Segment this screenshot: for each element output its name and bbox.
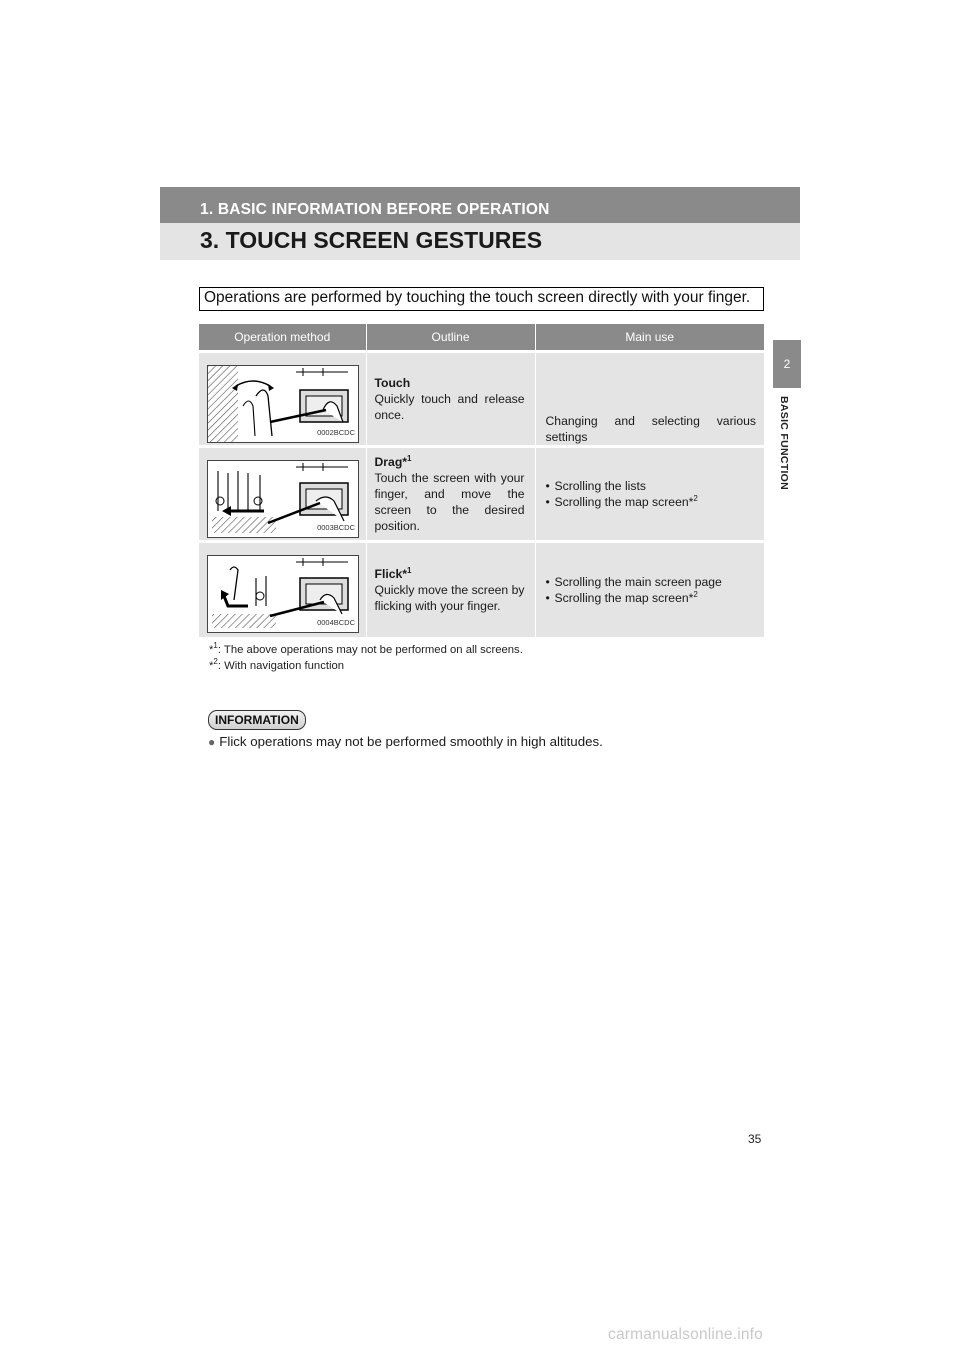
chapter-tab-number: 2 xyxy=(783,357,791,371)
gesture-name: Flick*$^1$ xyxy=(374,565,412,581)
column-header-outline: Outline xyxy=(366,324,535,352)
outline-cell xyxy=(366,352,535,447)
figure-cell xyxy=(199,352,366,447)
list-item: • Scrolling the map screen*$^2$ xyxy=(546,590,757,606)
drag-gesture-illustration xyxy=(207,460,359,538)
chapter-tab xyxy=(773,340,801,388)
bullet-circle-icon: ● xyxy=(208,735,216,749)
column-header-main-use: Main use xyxy=(535,324,764,352)
table-row-drag xyxy=(199,447,764,542)
gesture-name: Touch xyxy=(374,376,411,390)
figure-code: 0002BCDC xyxy=(317,428,355,437)
intro-text: Operations are performed by touching the touch screen directly with your finger. xyxy=(204,289,751,306)
section-header-bar xyxy=(160,187,800,223)
list-item: • Scrolling the map screen*$^2$ xyxy=(546,494,757,510)
outline-cell xyxy=(366,542,535,637)
chapter-header-bar xyxy=(160,223,800,260)
footnote-1: *$^1$: The above operations may not be performed on all screens. xyxy=(209,641,523,656)
column-header-operation-method: Operation method xyxy=(199,324,366,352)
list-item: • Scrolling the lists xyxy=(546,478,757,494)
main-use-cell xyxy=(535,352,764,447)
figure-cell xyxy=(199,542,366,637)
main-use-cell xyxy=(535,447,764,542)
gesture-description: Quickly touch and release once. xyxy=(374,392,525,422)
information-badge: INFORMATION xyxy=(208,710,306,730)
chapter-title: 3. TOUCH SCREEN GESTURES xyxy=(200,227,543,253)
footnote-2: *$^2$: With navigation function xyxy=(209,657,345,672)
watermark-text: carmanualsonline.info xyxy=(608,1326,763,1343)
intro-box xyxy=(199,287,764,311)
chapter-tab-label: BASIC FUNCTION xyxy=(778,396,790,491)
information-item: ● Flick operations may not be performed smoothly in high altitudes. xyxy=(208,734,603,749)
section-title: 1. BASIC INFORMATION BEFORE OPERATION xyxy=(200,201,550,218)
figure-cell xyxy=(199,447,366,542)
gesture-name: Drag*$^1$ xyxy=(374,453,412,469)
table-header-row xyxy=(199,324,764,352)
main-use-list xyxy=(546,478,757,510)
table-row-touch xyxy=(199,352,764,447)
gesture-description: Touch the screen with your finger, and move the screen to the desired position. xyxy=(374,471,525,533)
main-use-text: Changing and selecting various settings xyxy=(545,414,756,444)
list-item: • Scrolling the main screen page xyxy=(546,574,757,590)
gestures-table xyxy=(199,324,764,637)
gesture-description: Quickly move the screen by flicking with your finger. xyxy=(374,582,525,613)
flick-gesture-illustration xyxy=(207,555,359,633)
page-number: 35 xyxy=(748,1132,762,1146)
main-use-list xyxy=(546,574,757,606)
touch-gesture-illustration xyxy=(207,365,359,443)
outline-cell xyxy=(366,447,535,542)
figure-code: 0004BCDC xyxy=(317,618,355,627)
table-row-flick xyxy=(199,542,764,637)
footnotes xyxy=(209,642,523,674)
main-use-cell xyxy=(535,542,764,637)
figure-code: 0003BCDC xyxy=(317,523,355,532)
